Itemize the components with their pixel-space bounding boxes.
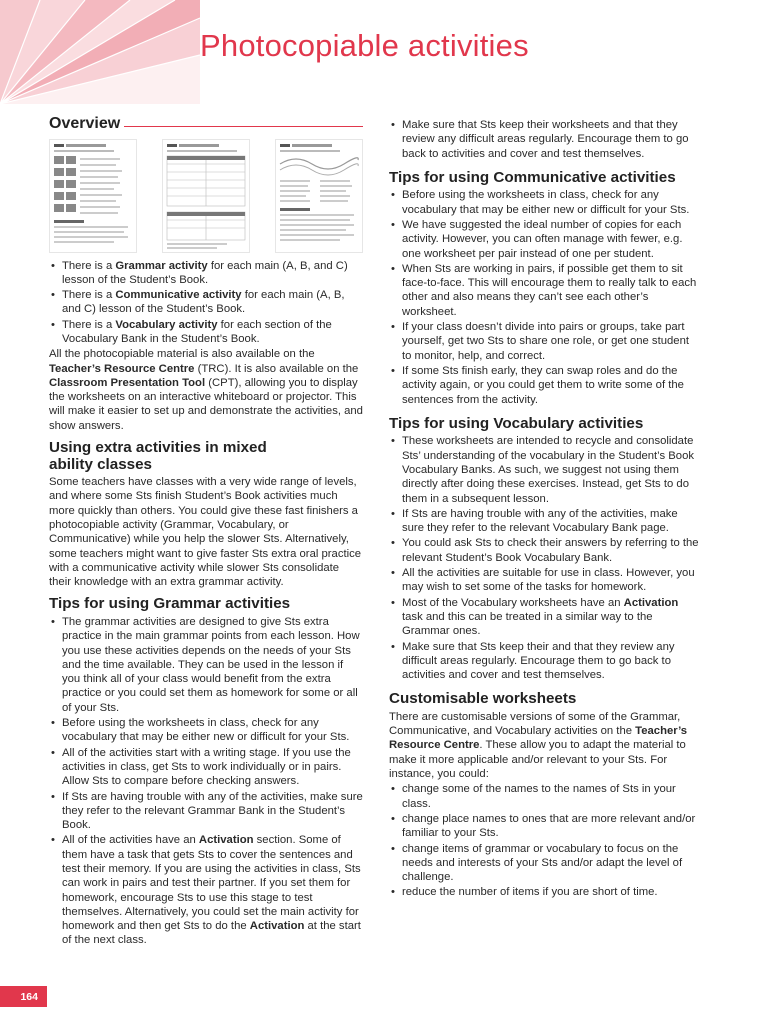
grammar-worksheet-thumbnail [49, 139, 137, 253]
list-item: • We have suggested the ideal number of copies for each activity. However, you can often manage with fewer, e.g. one worksheet per pair instead of one per student. [389, 218, 701, 261]
list-item: • There is a Communicative activity for each main (A, B, and C) lesson of the Student’s Book. [49, 288, 363, 317]
list-item: • Before using the worksheets in class, check for any vocabulary that may be either new or difficult for your Sts. [389, 188, 701, 217]
communicative-tips-heading: Tips for using Communicative activities [389, 168, 676, 186]
list-item: • All the activities are suitable for use in class. However, you may wish to set some of the tasks for homework. [389, 566, 701, 595]
page-title: Photocopiable activities [200, 28, 529, 63]
right-column [389, 116, 701, 901]
list-item: • When Sts are working in pairs, if possible get them to sit face-to-face. This will encourage them to really talk to each other and also means they can’t see each other’s worksheet. [389, 262, 701, 319]
list-item: • If some Sts finish early, they can swap roles and do the activity again, or you could get them to write some of the sentences from the activity. [389, 364, 701, 407]
list-item: • Make sure that Sts keep their worksheets and that they review any difficult areas regularly. Encourage them to go back to activities and cover and test themselves. [389, 118, 701, 161]
mixed-ability-heading: Using extra activities in mixed ability classes [49, 439, 267, 473]
overview-heading-row [49, 116, 363, 133]
page-number: 164 [20, 990, 38, 1003]
communicative-worksheet-thumbnail [162, 139, 250, 253]
list-item: • You could ask Sts to check their answers by referring to the relevant Student’s Book Vocabulary Bank. [389, 536, 701, 565]
decorative-fan-graphic [0, 0, 200, 104]
list-item: • change place names to ones that are more relevant and/or familiar to your Sts. [389, 812, 701, 841]
worksheet-thumbnails [49, 139, 363, 251]
list-item: • Make sure that Sts keep their and that they review any difficult areas regularly. Encourage them to go back to activities and cover and test themselves. [389, 640, 701, 683]
list-item: • If your class doesn’t divide into pairs or groups, take part yourself, get two Sts to share one role, or get one student to monitor, help, and correct. [389, 320, 701, 363]
mixed-ability-paragraph: Some teachers have classes with a very wide range of levels, and where some Sts finish Student’s Book activities much more quickly than others. You could give these fast finishers a photocopiable activity (Grammar, Vocabulary, or Communicative) while you help the slower Sts. Alternatively, some teachers might want to give faster Sts extra oral practice with a communicative activity while slower Sts consolidate their knowledge with an extra grammar activity. [49, 476, 362, 589]
list-item: • There is a Vocabulary activity for each section of the Vocabulary Bank in the Student’s Book. [49, 318, 363, 347]
list-item: • change some of the names to the names of Sts in your class. [389, 782, 701, 811]
list-item: • change items of grammar or vocabulary to focus on the needs and interests of your Sts and/or adapt the level of challenge. [389, 842, 701, 885]
list-item: • Before using the worksheets in class, check for any vocabulary that may be either new or difficult for your Sts. [49, 716, 363, 745]
grammar-tips-list [49, 615, 363, 948]
vocabulary-worksheet-thumbnail [275, 139, 363, 253]
list-item: • The grammar activities are designed to give Sts extra practice in the main grammar points from each lesson. How you use these activities depends on the needs of your Sts and the time available. They can be used in the lesson if you think all of your class would benefit from the extra practice or you could set them as homework for some or all of your Sts. [49, 615, 363, 715]
customisable-paragraph: There are customisable versions of some of the Grammar, Communicative, and Vocabulary activities on the Teacher’s Resource Centre. These allow you to adapt the material to make it more applicable and/or relevant to your Sts. For instance, you could: [389, 710, 688, 781]
overview-heading: Overview [49, 115, 121, 132]
customisable-list [389, 782, 701, 899]
continued-grammar-list [389, 118, 701, 161]
overview-paragraph: All the photocopiable material is also available on the Teacher’s Resource Centre (TRC). It is also available on the Classroom Presentation Tool (CPT), allowing you to display the worksheets on an interactive whiteboard or projector. This will make it easier to set up and demonstrate the activities, and show answers. [49, 348, 363, 432]
list-item: • These worksheets are intended to recycle and consolidate Sts’ understanding of the vocabulary in the Student’s Book Vocabulary Banks. As such, we suggest not using them directly after doing these exercises. Instead, get Sts to do them in a subsequent lesson. [389, 434, 701, 505]
list-item: • If Sts are having trouble with any of the activities, make sure they refer to the relevant Grammar Bank in the Student’s Book. [49, 790, 363, 833]
list-item: • All of the activities start with a writing stage. If you use the activities in class, get Sts to work individually or in pairs. Allow Sts to compare before checking answers. [49, 746, 363, 789]
list-item: • Most of the Vocabulary worksheets have an Activation task and this can be treated in a similar way to the Grammar ones. [389, 596, 701, 639]
customisable-heading: Customisable worksheets [389, 690, 577, 708]
overview-rule [124, 126, 363, 127]
overview-list [49, 259, 363, 347]
grammar-tips-heading: Tips for using Grammar activities [49, 595, 291, 613]
vocabulary-tips-heading: Tips for using Vocabulary activities [389, 414, 644, 432]
list-item: • If Sts are having trouble with any of the activities, make sure they refer to the relevant Vocabulary Bank page. [389, 507, 701, 536]
left-column [49, 116, 363, 949]
list-item: • reduce the number of items if you are short of time. [389, 885, 701, 899]
list-item: • There is a Grammar activity for each main (A, B, and C) lesson of the Student’s Book. [49, 259, 363, 288]
list-item: • All of the activities have an Activation section. Some of them have a task that gets Sts to cover the sentences and test their memory. If you are using the activities in class, Sts can work in pairs and test their partner. If you set them for homework, encourage Sts to use this stage to test themselves. Alternatively, you could set the main activity for homework and then get Sts to do the Activation at the start of the next class. [49, 833, 363, 947]
vocabulary-tips-list [389, 434, 701, 682]
communicative-tips-list [389, 188, 701, 406]
page-number-tab [0, 986, 47, 1007]
